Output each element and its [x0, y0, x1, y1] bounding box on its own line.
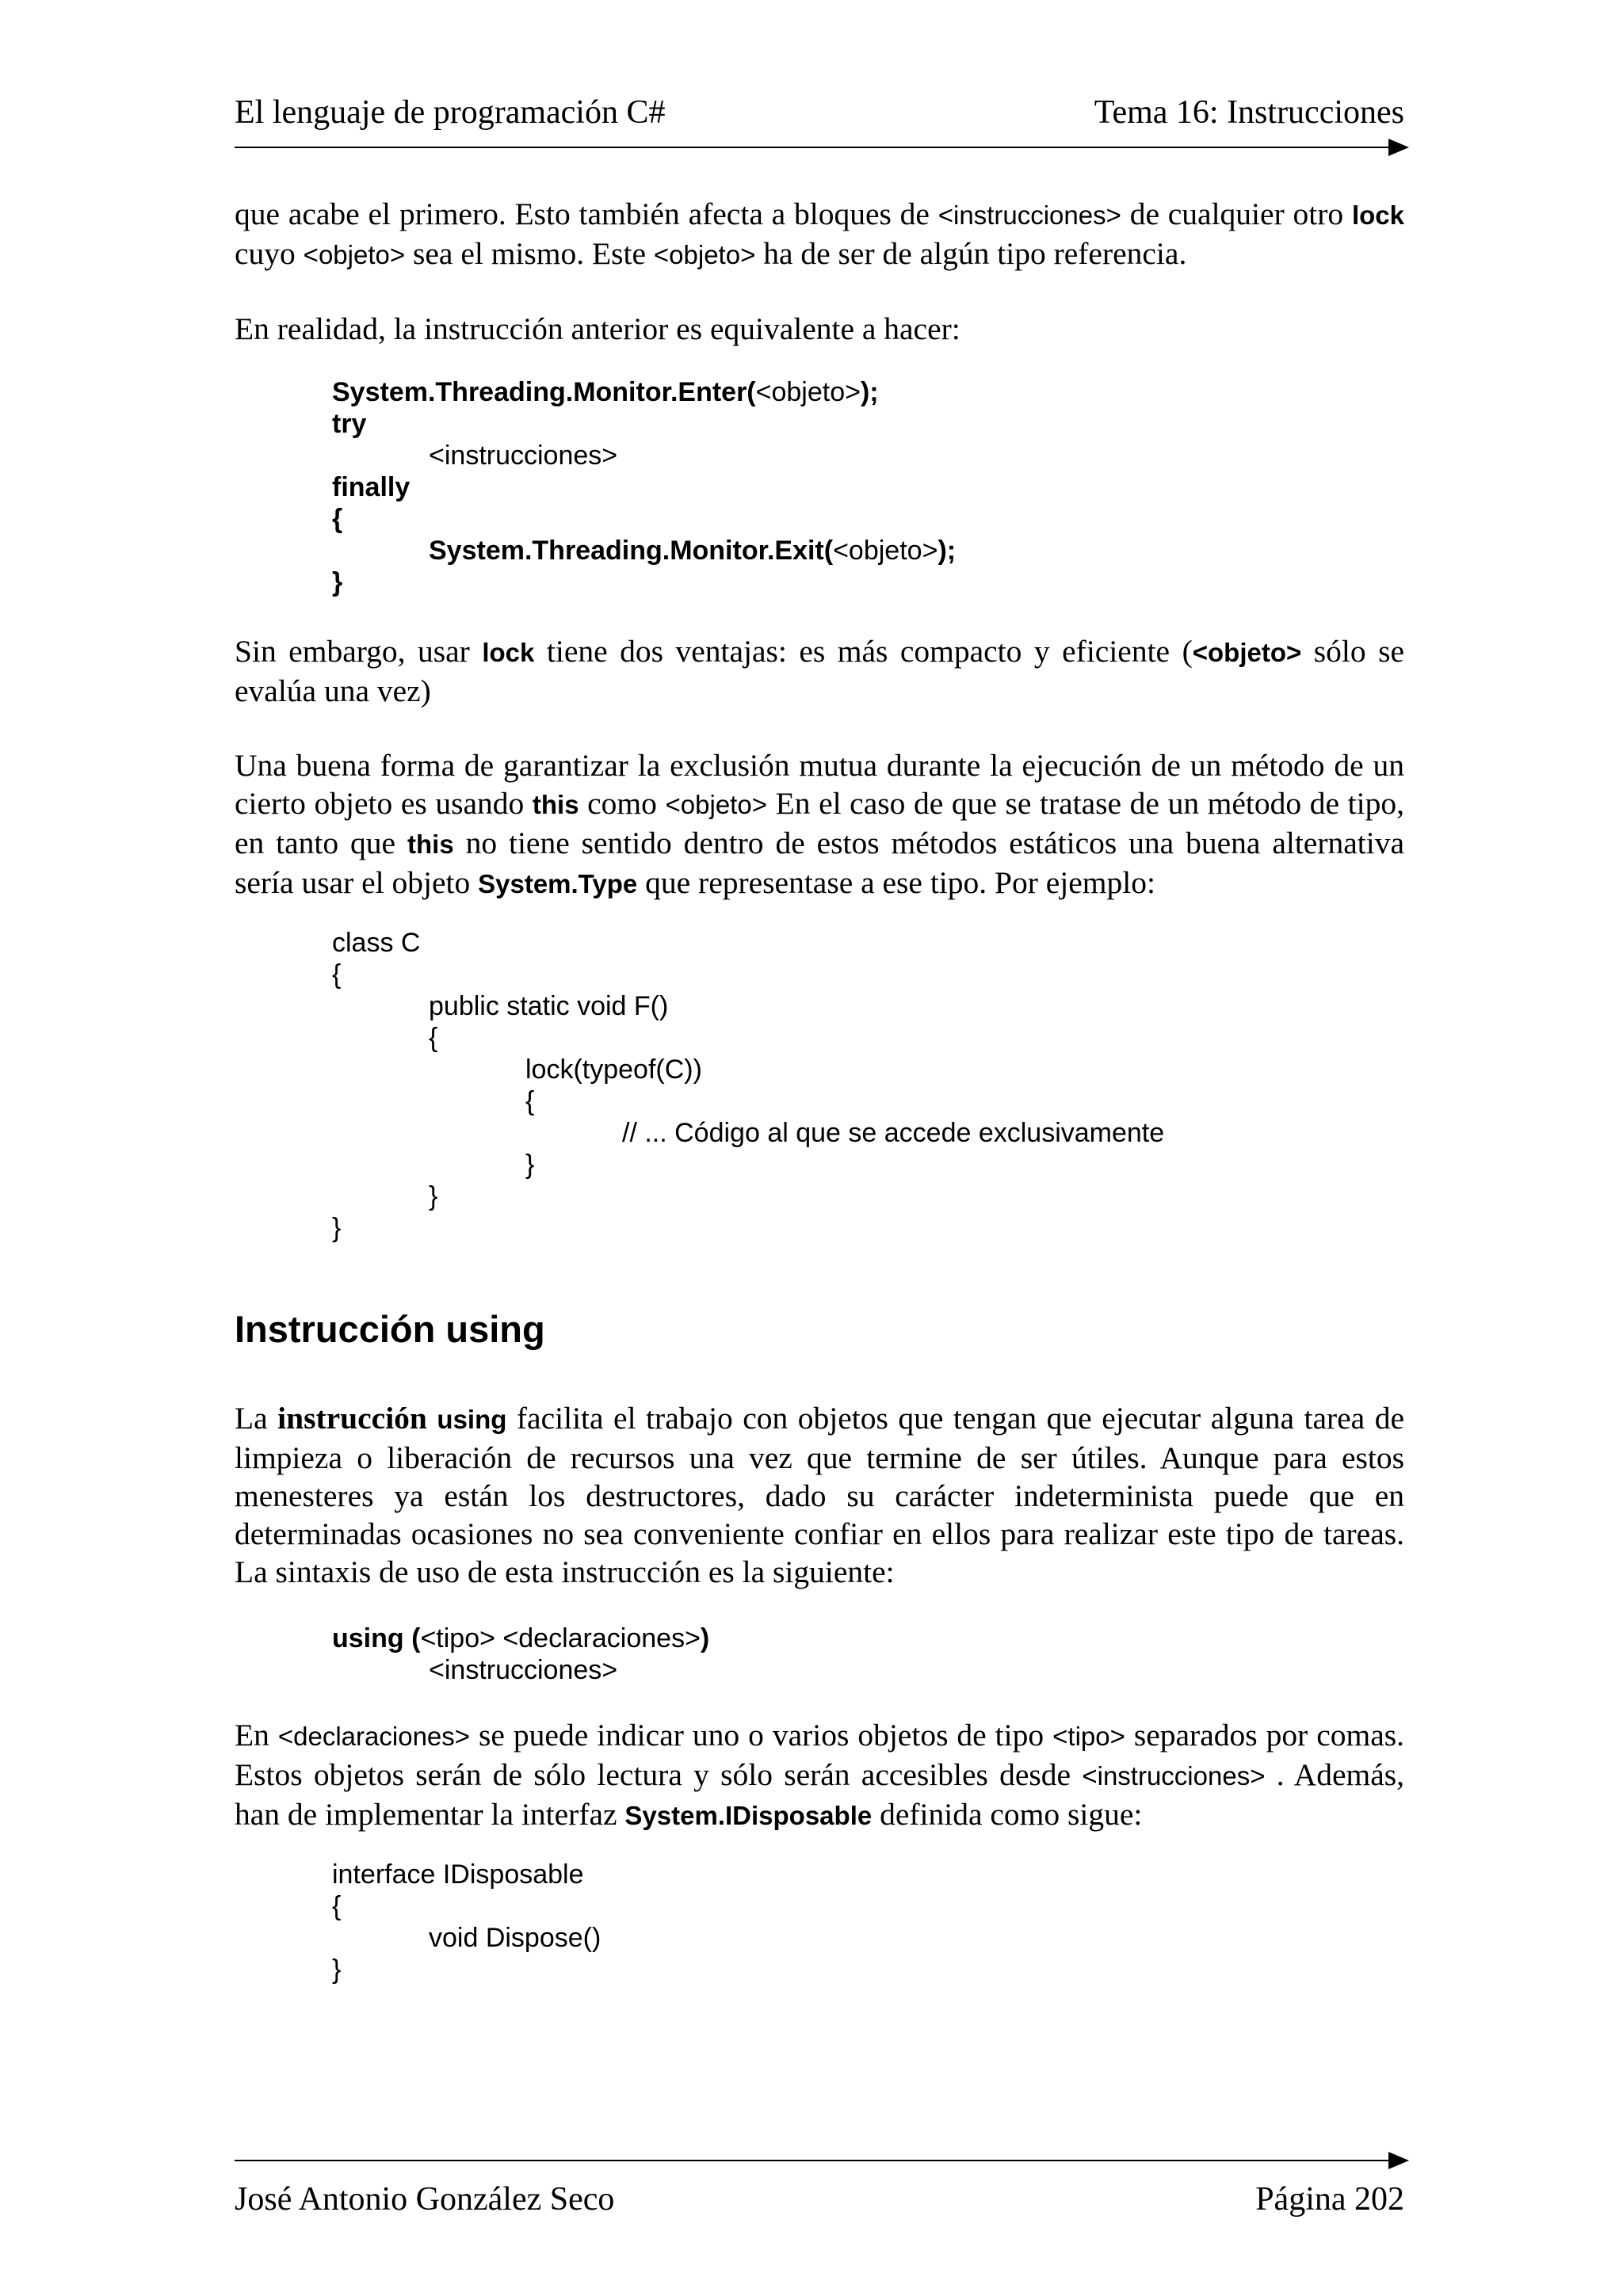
text: definida como sigue:: [872, 1797, 1143, 1832]
code-line: {: [429, 1023, 438, 1053]
inline-code: using: [437, 1405, 507, 1434]
paragraph-lock-continuation: [235, 195, 1404, 274]
code-line: public static void F(): [429, 991, 669, 1021]
paragraph-using-intro: [235, 1399, 1404, 1591]
text: como: [579, 786, 666, 821]
code-line: {: [525, 1086, 535, 1116]
code-keyword: System.Threading.Monitor.Enter(: [332, 377, 756, 407]
code-line: void Dispose(): [429, 1923, 601, 1953]
inline-code: <objeto>: [303, 240, 406, 269]
text: Sin embargo, usar: [235, 634, 483, 669]
code-line: }: [429, 1181, 438, 1211]
book-title: El lenguaje de programación C#: [235, 94, 666, 131]
code-line: {: [332, 1891, 342, 1921]
header-rule: [235, 147, 1392, 148]
inline-code: <declaraciones>: [277, 1722, 471, 1751]
inline-code: lock: [1351, 200, 1404, 230]
text: cuyo: [235, 236, 304, 271]
header-arrow-icon: [1388, 139, 1409, 156]
text: que representase a ese tipo. Por ejemplo:: [637, 865, 1155, 900]
code-line: }: [332, 567, 343, 597]
code-block-monitor: [332, 376, 956, 598]
code-line: [332, 376, 956, 408]
text: se puede indicar uno o varios objetos de tipo: [470, 1718, 1053, 1753]
paragraph-declarations: [235, 1716, 1404, 1835]
paragraph-this-object: [235, 746, 1404, 903]
text: de cualquier otro: [1121, 196, 1352, 231]
code-arg: <objeto>: [755, 377, 861, 407]
text: facilita el trabajo con objetos que tengan que ejecutar alguna tarea de limpieza o liberación de recursos una vez que termine de ser útiles. Aunque para estos menesteres ya están los destructores, dado su carácter indeterminista puede que en determinadas ocasiones no sea conveniente confiar en ellos para realizar este tipo de tareas. La sintaxis de uso de esta instrucción es la siguiente:: [235, 1401, 1404, 1589]
inline-code: <instrucciones>: [1082, 1761, 1266, 1791]
text: En el caso de que se tratase de un método de tipo, en tanto que: [235, 786, 1404, 860]
code-line: }: [332, 1955, 342, 1985]
paragraph-lock-advantages: [235, 632, 1404, 710]
footer-arrow-icon: [1388, 2152, 1409, 2169]
code-keyword: using (: [332, 1623, 421, 1653]
code-line: }: [525, 1150, 535, 1180]
code-line: interface IDisposable: [332, 1859, 584, 1890]
code-keyword: );: [938, 536, 957, 566]
text: Una buena forma de garantizar la exclusión mutua durante la ejecución de un método de un cierto objeto es usando: [235, 748, 1404, 821]
text: tiene dos ventajas: es más compacto y eficiente (: [534, 634, 1193, 669]
code-keyword: ): [700, 1623, 710, 1653]
code-line: <instrucciones>: [429, 441, 618, 471]
page-number: Página 202: [1255, 2181, 1404, 2218]
inline-code: <objeto>: [665, 790, 767, 819]
page-header: [235, 93, 1404, 149]
bold-term: instrucción: [277, 1401, 427, 1436]
code-block-using-syntax: [332, 1623, 709, 1686]
code-block-class-example: [332, 927, 1164, 1244]
inline-code: this: [407, 830, 454, 859]
code-line: }: [332, 1213, 342, 1243]
inline-code: <objeto>: [1192, 638, 1302, 667]
text: que acabe el primero. Esto también afecta a bloques de: [235, 196, 938, 231]
text: ha de ser de algún tipo referencia.: [755, 236, 1187, 271]
code-line: {: [332, 959, 342, 990]
inline-code: System.Type: [478, 869, 638, 898]
inline-code: System.IDisposable: [624, 1801, 873, 1830]
paragraph-equivalent: En realidad, la instrucción anterior es equivalente a hacer:: [235, 311, 960, 346]
code-line: try: [332, 409, 367, 439]
inline-code: this: [532, 790, 579, 819]
code-line: lock(typeof(C)): [525, 1055, 702, 1085]
code-line: <instrucciones>: [429, 1655, 618, 1685]
chapter-title: Tema 16: Instrucciones: [1094, 94, 1404, 131]
text: separados por comas. Estos objetos serán de sólo lectura y sólo serán accesibles desde: [235, 1718, 1405, 1792]
inline-code: <tipo>: [1052, 1722, 1125, 1751]
code-block-idisposable: [332, 1859, 601, 1985]
inline-code: <instrucciones>: [938, 200, 1121, 230]
text: sólo se evalúa una vez): [235, 634, 1405, 708]
text: . Además, han de implementar la interfaz: [235, 1757, 1404, 1832]
inline-code: lock: [482, 638, 535, 667]
text: En: [235, 1718, 278, 1753]
text: no tiene sentido dentro de estos métodos estáticos una buena alternativa sería usar el objeto: [235, 826, 1405, 900]
code-line: [332, 535, 956, 566]
code-line: class C: [332, 928, 421, 958]
section-heading: Instrucción using: [235, 1308, 545, 1350]
code-arg: <tipo> <declaraciones>: [420, 1623, 701, 1653]
code-line: // ... Código al que se accede exclusivamente: [622, 1118, 1165, 1148]
author: José Antonio González Seco: [235, 2181, 615, 2218]
code-line: [332, 1623, 709, 1654]
code-arg: <objeto>: [833, 536, 938, 566]
text: sea el mismo. Este: [405, 236, 654, 271]
code-line: finally: [332, 472, 411, 502]
footer-rule: [235, 2160, 1392, 2161]
code-line: {: [332, 504, 343, 534]
code-keyword: System.Threading.Monitor.Exit(: [429, 536, 834, 566]
inline-code: <objeto>: [653, 240, 756, 269]
text: La: [235, 1401, 278, 1436]
code-keyword: );: [860, 377, 879, 407]
